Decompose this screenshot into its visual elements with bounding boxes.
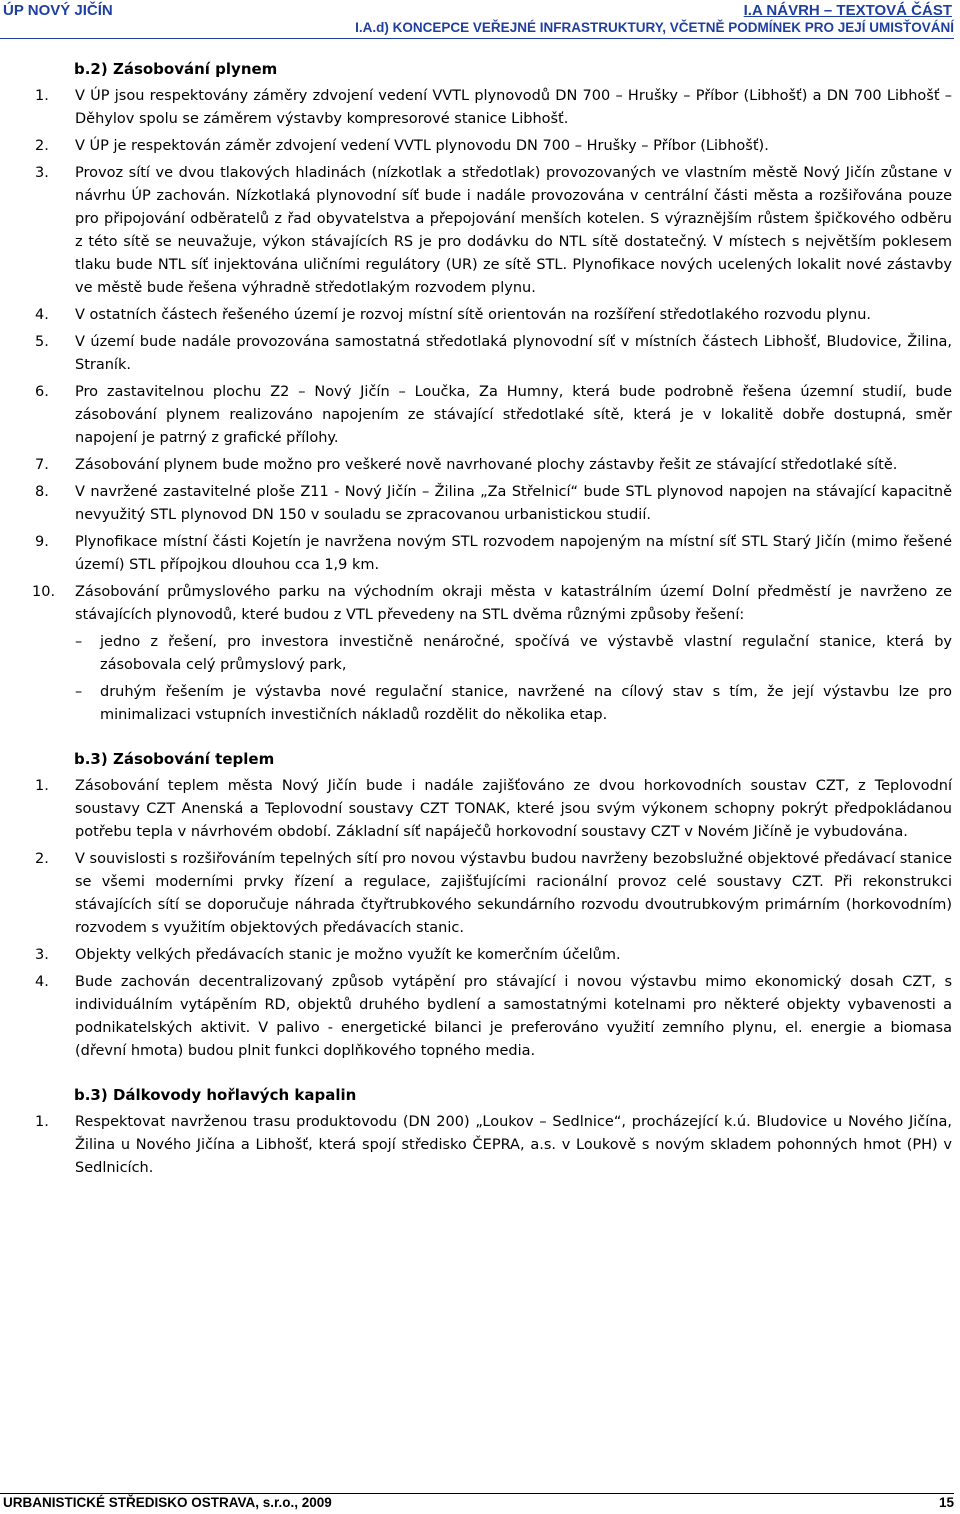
list-item: [0, 481, 960, 527]
section-title-pipelines: b.3) Dálkovody hořlavých kapalin: [74, 1086, 357, 1104]
list-item: [0, 135, 960, 158]
item-number: 5.: [35, 334, 49, 350]
item-text: Zásobování plynem bude možno pro veškeré nově navrhované plochy zástavby řešit ze stávající středotlaké sítě.: [75, 457, 898, 473]
item-text: Objekty velkých předávacích stanic je možno využít ke komerčním účelům.: [75, 947, 621, 963]
item-number: 1.: [35, 778, 49, 794]
item-text: Plynofikace místní části Kojetín je navržena novým STL rozvodem napojeným na místní síť STL Starý Jičín (mimo řešené území) STL přípojkou dlouhou cca 1,9 km.: [75, 534, 952, 573]
item-number: 7.: [35, 457, 49, 473]
item-text: V navržené zastavitelné ploše Z11 - Nový Jičín – Žilina „Za Střelnicí“ bude STL plynovod napojen na stávající kapacitně nevyužitý STL plynovod DN 150 v souladu se zpracovanou urbanistickou studií.: [75, 484, 952, 523]
item-number: 1.: [35, 1114, 49, 1130]
item-number: 2.: [35, 138, 49, 154]
list-item: [0, 848, 960, 940]
dash-list-item: [0, 681, 960, 727]
item-text: V ostatních částech řešeného území je rozvoj místní sítě orientován na rozšíření středotlakého rozvodu plynu.: [75, 307, 871, 323]
dash-bullet: –: [75, 684, 83, 700]
list-item: [0, 581, 960, 627]
header-section-link[interactable]: I.A NÁVRH – TEXTOVÁ ČÁST: [743, 2, 952, 19]
section-title-heat: b.3) Zásobování teplem: [74, 750, 275, 768]
item-text: Zásobování teplem města Nový Jičín bude i nadále zajišťováno ze dvou horkovodních soustav CZT, z Teplovodní soustavy CZT Anenská a Teplovodní soustavy CZT TONAK, které jsou svým výkonem schopny pokrýt předpokládanou potřebu tepla v návrhovém období. Základní síť napáječů horkovodní soustavy CZT v Novém Jičíně je vybudována.: [75, 778, 952, 840]
dash-text: druhým řešením je výstavba nové regulační stanice, navržené na cílový stav s tím, že její výstavbu lze pro minimalizaci vstupních investičních nákladů rozdělit do několika etap.: [100, 684, 952, 723]
list-item: [0, 971, 960, 1063]
list-item: [0, 331, 960, 377]
list-item: [0, 454, 960, 477]
item-text: Zásobování průmyslového parku na východním okraji města v katastrálním území Dolní předměstí je navrženo ze stávajících plynovodů, které budou z VTL převedeny na STL dvěma různými způsoby řešení:: [75, 584, 952, 623]
item-text: Bude zachován decentralizovaný způsob vytápění pro stávající i novou výstavbu mimo ekonomický dosah CZT, s individuálním vytápěním RD, objektů druhého bydlení a samostatnými kotelnami pro některé objekty vybavenosti a podnikatelských aktivit. V palivo - energetické bilanci je preferováno využití zemního plynu, el. energie a biomasa (dřevní hmota) budou plnit funkci doplňkového topného media.: [75, 974, 952, 1059]
item-number: 1.: [35, 88, 49, 104]
item-number: 3.: [35, 947, 49, 963]
document-body: [0, 58, 960, 1184]
item-number: 9.: [35, 534, 49, 550]
list-item: [0, 775, 960, 844]
list-item: [0, 304, 960, 327]
item-number: 3.: [35, 165, 49, 181]
item-number: 4.: [35, 307, 49, 323]
section-title-gas: b.2) Zásobování plynem: [74, 60, 278, 78]
list-item: [0, 1111, 960, 1180]
list-item: [0, 162, 960, 300]
item-text: V ÚP jsou respektovány záměry zdvojení vedení VVTL plynovodů DN 700 – Hrušky – Příbor (Libhošť) a DN 700 Libhošť – Děhylov spolu se záměrem výstavby kompresorové stanice Libhošť.: [75, 88, 952, 127]
footer-company: URBANISTICKÉ STŘEDISKO OSTRAVA, s.r.o., 2009: [3, 1495, 332, 1510]
header-divider: [0, 38, 954, 39]
item-text: V souvislosti s rozšiřováním tepelných sítí pro novou výstavbu budou navrženy bezobslužné objektové předávací stanice se všemi moderními prvky řízení a regulace, zajišťujícími racionální provoz celé soustavy CZT. Při rekonstrukci stávajících sítí se doporučuje náhrada čtyřtrubkového sekundárního rozvodu dvoutrubkovým primárním (horkovodním) rozvodem s využitím objektových předávacích stanic.: [75, 851, 952, 936]
list-item: [0, 531, 960, 577]
item-text: V území bude nadále provozována samostatná středotlaká plynovodní síť v místních částech Libhošť, Bludovice, Žilina, Straník.: [75, 334, 952, 373]
footer-divider: [0, 1493, 954, 1494]
list-item: [0, 85, 960, 131]
item-text: Provoz sítí ve dvou tlakových hladinách (nízkotlak a středotlak) provozovaných ve vlastním městě Nový Jičín zůstane v návrhu ÚP zachován. Nízkotlaká plynovodní síť bude i nadále provozována v centrální části města a rozšiřována pouze pro připojování odběratelů z řad obyvatelstva a přepojování menších kotelen. S výraznějším růstem špičkového odběru z této sítě se neuvažuje, výkon stávajících RS je pro dodávku do NTL sítě dostatečný. V místech s největším poklesem tlaku bude NTL síť injektována uličními regulátory (UR) ze sítě STL. Plynofikace nových ucelených lokalit nové zástavby ve městě bude řešena výhradně středotlakým rozvodem plynu.: [75, 165, 952, 296]
item-number: 4.: [35, 974, 49, 990]
list-item: [0, 944, 960, 967]
item-number: 10.: [32, 584, 56, 600]
header-chapter-title: I.A.d) KONCEPCE VEŘEJNÉ INFRASTRUKTURY, VČETNĚ PODMÍNEK PRO JEJÍ UMISŤOVÁNÍ: [355, 20, 954, 35]
dash-list-item: [0, 631, 960, 677]
item-number: 6.: [35, 384, 49, 400]
page-number: 15: [938, 1495, 954, 1510]
item-text: Pro zastavitelnou plochu Z2 – Nový Jičín – Loučka, Za Humny, která bude podrobně řešena územní studií, bude zásobování plynem realizováno napojením ze stávající středotlaké sítě, která je v lokalitě dobře dostupná, směr napojení je patrný z grafické přílohy.: [75, 384, 952, 446]
dash-text: jedno z řešení, pro investora investičně nenáročné, spočívá ve výstavbě vlastní regulační stanice, která by zásobovala celý průmyslový park,: [100, 634, 952, 673]
list-item: [0, 381, 960, 450]
dash-bullet: –: [75, 634, 83, 650]
item-number: 2.: [35, 851, 49, 867]
item-text: Respektovat navrženou trasu produktovodu (DN 200) „Loukov – Sedlnice“, procházející k.ú. Bludovice u Nového Jičína, Žilina u Nového Jičína a Libhošť, která spojí středisko ČEPRA, a.s. v Loukově s novým skladem pohonných hmot (PH) v Sedlnicích.: [75, 1114, 952, 1176]
header-document-title: ÚP NOVÝ JIČÍN: [3, 2, 113, 19]
item-number: 8.: [35, 484, 49, 500]
item-text: V ÚP je respektován záměr zdvojení vedení VVTL plynovodu DN 700 – Hrušky – Příbor (Libhošť).: [75, 138, 769, 154]
